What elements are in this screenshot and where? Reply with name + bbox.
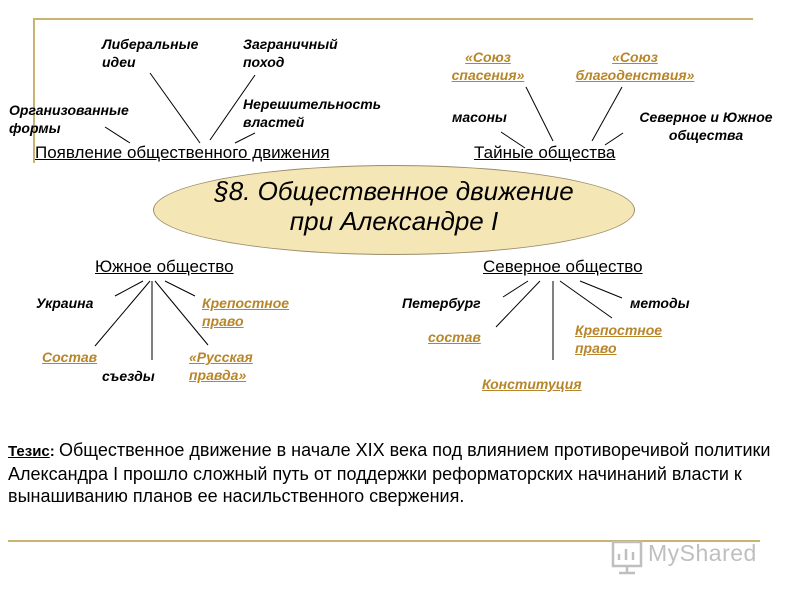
southern-composition-link[interactable]: Состав: [42, 349, 98, 365]
authorities-indecision-label: Нерешительность властей: [243, 96, 382, 130]
masons-label: масоны: [452, 109, 507, 125]
union-of-welfare-link[interactable]: «Союз благоденствия»: [575, 49, 695, 83]
liberal-ideas-label: Либеральные идеи: [102, 36, 199, 70]
petersburg-label: Петербург: [402, 295, 481, 311]
center-title: §8. Общественное движение при Александре I: [214, 176, 574, 236]
ukraine-label: Украина: [36, 295, 94, 311]
thesis-paragraph: [8, 439, 798, 507]
northern-composition-link[interactable]: состав: [428, 329, 481, 345]
russkaya-pravda-link[interactable]: «Русская правда»: [189, 349, 253, 383]
heading-southern-society: Южное общество: [95, 257, 234, 276]
constitution-link[interactable]: Конституция: [482, 376, 582, 392]
southern-serfdom-link[interactable]: Крепостное право: [202, 295, 290, 329]
methods-label: методы: [630, 295, 690, 311]
thesis-text: Общественное движение в начале XIX века под влиянием противоречивой политики Александра I прошло сложный путь от поддержки реформаторских начинаний власти к вынашиванию планов ее насильственного свержения.: [8, 440, 771, 506]
heading-northern-society: Северное общество: [483, 257, 643, 276]
thesis-label: Тезис: [8, 443, 50, 460]
thesis-colon: :: [49, 443, 59, 460]
foreign-campaign-label: Заграничный поход: [243, 36, 338, 70]
heading-secret-societies: Тайные общества: [474, 143, 616, 162]
congresses-label: съезды: [102, 368, 155, 384]
northern-southern-societies-label: Северное и Южное общества: [639, 109, 773, 143]
union-of-salvation-link[interactable]: «Союз спасения»: [451, 49, 525, 83]
heading-emergence: Появление общественного движения: [35, 143, 330, 162]
organized-forms-label: Организованные формы: [9, 102, 129, 136]
northern-serfdom-link[interactable]: Крепостное право: [575, 322, 663, 356]
myshared-logo-text: MyShared: [648, 540, 757, 566]
